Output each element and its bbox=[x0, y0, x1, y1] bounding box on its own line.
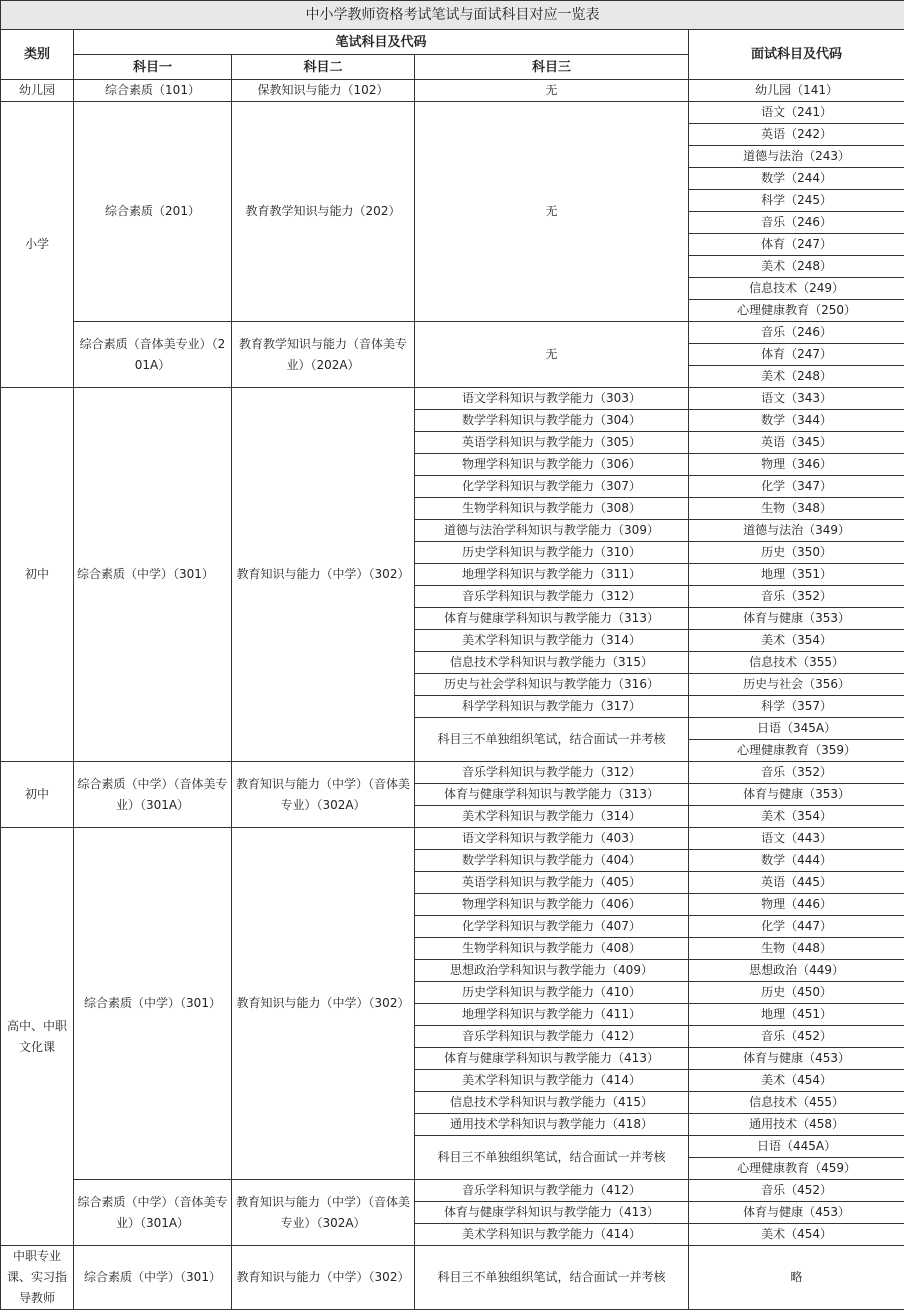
subject-2-cell: 教育知识与能力（中学）（302） bbox=[232, 1246, 415, 1310]
table-row bbox=[1, 102, 904, 124]
subject-3-cell: 音乐学科知识与教学能力（412） bbox=[415, 1180, 689, 1202]
interview-cell: 美术（248） bbox=[689, 366, 904, 388]
header-written: 笔试科目及代码 bbox=[74, 30, 689, 55]
subject-3-cell: 音乐学科知识与教学能力（412） bbox=[415, 1026, 689, 1048]
interview-cell: 道德与法治（349） bbox=[689, 520, 904, 542]
table-row bbox=[1, 828, 904, 850]
table-row bbox=[1, 1246, 904, 1310]
subject-1-cell: 综合素质（中学）（301） bbox=[74, 828, 232, 1180]
interview-cell: 生物（348） bbox=[689, 498, 904, 520]
subject-3-cell: 英语学科知识与教学能力（305） bbox=[415, 432, 689, 454]
header-subject-3: 科目三 bbox=[415, 55, 689, 80]
subject-3-cell: 无 bbox=[415, 80, 689, 102]
table-row bbox=[1, 1180, 904, 1202]
category-cell: 中职专业课、实习指导教师 bbox=[1, 1246, 74, 1310]
subject-3-cell: 物理学科知识与教学能力（406） bbox=[415, 894, 689, 916]
interview-cell: 历史（350） bbox=[689, 542, 904, 564]
interview-cell: 语文（343） bbox=[689, 388, 904, 410]
subject-3-cell: 英语学科知识与教学能力（405） bbox=[415, 872, 689, 894]
subject-3-cell: 语文学科知识与教学能力（403） bbox=[415, 828, 689, 850]
subject-3-cell: 体育与健康学科知识与教学能力（313） bbox=[415, 608, 689, 630]
interview-cell: 物理（446） bbox=[689, 894, 904, 916]
table-row bbox=[1, 388, 904, 410]
category-cell: 小学 bbox=[1, 102, 74, 388]
subject-3-cell: 生物学科知识与教学能力（408） bbox=[415, 938, 689, 960]
subject-1-cell: 综合素质（中学）（301） bbox=[74, 388, 232, 762]
interview-cell: 数学（444） bbox=[689, 850, 904, 872]
interview-cell: 体育与健康（353） bbox=[689, 608, 904, 630]
interview-cell: 音乐（246） bbox=[689, 322, 904, 344]
subject-3-cell: 道德与法治学科知识与教学能力（309） bbox=[415, 520, 689, 542]
interview-cell: 略 bbox=[689, 1246, 904, 1310]
interview-cell: 地理（351） bbox=[689, 564, 904, 586]
subject-3-cell: 美术学科知识与教学能力（414） bbox=[415, 1224, 689, 1246]
subject-2-cell: 教育知识与能力（中学）（音体美专业）（302A） bbox=[232, 762, 415, 828]
interview-cell: 体育（247） bbox=[689, 234, 904, 256]
table-row bbox=[1, 762, 904, 784]
interview-cell: 英语（242） bbox=[689, 124, 904, 146]
subject-3-cell: 物理学科知识与教学能力（306） bbox=[415, 454, 689, 476]
subject-3-cell: 思想政治学科知识与教学能力（409） bbox=[415, 960, 689, 982]
interview-cell: 语文（241） bbox=[689, 102, 904, 124]
header-category: 类别 bbox=[1, 30, 74, 80]
subject-3-cell: 科目三不单独组织笔试，结合面试一并考核 bbox=[415, 1136, 689, 1180]
interview-cell: 化学（447） bbox=[689, 916, 904, 938]
interview-cell: 科学（245） bbox=[689, 190, 904, 212]
subject-3-cell: 化学学科知识与教学能力（407） bbox=[415, 916, 689, 938]
header-interview: 面试科目及代码 bbox=[689, 30, 904, 80]
interview-cell: 历史与社会（356） bbox=[689, 674, 904, 696]
interview-cell: 数学（244） bbox=[689, 168, 904, 190]
subject-3-cell: 科目三不单独组织笔试，结合面试一并考核 bbox=[415, 1246, 689, 1310]
subject-3-cell: 信息技术学科知识与教学能力（315） bbox=[415, 652, 689, 674]
interview-cell: 历史（450） bbox=[689, 982, 904, 1004]
interview-cell: 英语（345） bbox=[689, 432, 904, 454]
subject-2-cell: 保教知识与能力（102） bbox=[232, 80, 415, 102]
subject-2-cell: 教育知识与能力（中学）（音体美专业）（302A） bbox=[232, 1180, 415, 1246]
interview-cell: 物理（346） bbox=[689, 454, 904, 476]
interview-cell: 美术（354） bbox=[689, 806, 904, 828]
subject-3-cell: 历史学科知识与教学能力（310） bbox=[415, 542, 689, 564]
subject-3-cell: 数学学科知识与教学能力（304） bbox=[415, 410, 689, 432]
subject-3-cell: 通用技术学科知识与教学能力（418） bbox=[415, 1114, 689, 1136]
interview-cell: 体育与健康（453） bbox=[689, 1048, 904, 1070]
interview-cell: 心理健康教育（250） bbox=[689, 300, 904, 322]
interview-cell: 信息技术（355） bbox=[689, 652, 904, 674]
subject-1-cell: 综合素质（中学）（301） bbox=[74, 1246, 232, 1310]
subject-3-cell: 无 bbox=[415, 102, 689, 322]
subject-3-cell: 科学学科知识与教学能力（317） bbox=[415, 696, 689, 718]
subject-3-cell: 音乐学科知识与教学能力（312） bbox=[415, 586, 689, 608]
subject-3-cell: 美术学科知识与教学能力（314） bbox=[415, 806, 689, 828]
subject-1-cell: 综合素质（中学）（音体美专业）（301A） bbox=[74, 1180, 232, 1246]
subject-3-cell: 信息技术学科知识与教学能力（415） bbox=[415, 1092, 689, 1114]
subject-1-cell: 综合素质（101） bbox=[74, 80, 232, 102]
interview-cell: 化学（347） bbox=[689, 476, 904, 498]
subject-2-cell: 教育教学知识与能力（202） bbox=[232, 102, 415, 322]
subject-2-cell: 教育知识与能力（中学）（302） bbox=[232, 388, 415, 762]
category-cell: 高中、中职文化课 bbox=[1, 828, 74, 1246]
interview-cell: 体育（247） bbox=[689, 344, 904, 366]
interview-cell: 体育与健康（353） bbox=[689, 784, 904, 806]
subject-3-cell: 科目三不单独组织笔试，结合面试一并考核 bbox=[415, 718, 689, 762]
interview-cell: 音乐（452） bbox=[689, 1180, 904, 1202]
subject-1-cell: 综合素质（中学）（音体美专业）（301A） bbox=[74, 762, 232, 828]
category-cell: 初中 bbox=[1, 388, 74, 762]
subject-3-cell: 地理学科知识与教学能力（311） bbox=[415, 564, 689, 586]
subject-3-cell: 体育与健康学科知识与教学能力（413） bbox=[415, 1202, 689, 1224]
subject-3-cell: 美术学科知识与教学能力（414） bbox=[415, 1070, 689, 1092]
subject-3-cell: 体育与健康学科知识与教学能力（413） bbox=[415, 1048, 689, 1070]
interview-cell: 心理健康教育（359） bbox=[689, 740, 904, 762]
header-subject-1: 科目一 bbox=[74, 55, 232, 80]
interview-cell: 道德与法治（243） bbox=[689, 146, 904, 168]
header-subject-2: 科目二 bbox=[232, 55, 415, 80]
subject-3-cell: 数学学科知识与教学能力（404） bbox=[415, 850, 689, 872]
category-cell: 初中 bbox=[1, 762, 74, 828]
subject-2-cell: 教育知识与能力（中学）（302） bbox=[232, 828, 415, 1180]
subject-3-cell: 化学学科知识与教学能力（307） bbox=[415, 476, 689, 498]
table-title: 中小学教师资格考试笔试与面试科目对应一览表 bbox=[1, 1, 904, 30]
subject-3-cell: 无 bbox=[415, 322, 689, 388]
interview-cell: 音乐（452） bbox=[689, 1026, 904, 1048]
interview-cell: 思想政治（449） bbox=[689, 960, 904, 982]
interview-cell: 音乐（246） bbox=[689, 212, 904, 234]
interview-cell: 美术（454） bbox=[689, 1070, 904, 1092]
interview-cell: 地理（451） bbox=[689, 1004, 904, 1026]
interview-cell: 音乐（352） bbox=[689, 586, 904, 608]
subject-3-cell: 历史学科知识与教学能力（410） bbox=[415, 982, 689, 1004]
table-row bbox=[1, 80, 904, 102]
interview-cell: 音乐（352） bbox=[689, 762, 904, 784]
interview-cell: 体育与健康（453） bbox=[689, 1202, 904, 1224]
subject-3-cell: 生物学科知识与教学能力（308） bbox=[415, 498, 689, 520]
interview-cell: 数学（344） bbox=[689, 410, 904, 432]
interview-cell: 生物（448） bbox=[689, 938, 904, 960]
subject-3-cell: 体育与健康学科知识与教学能力（313） bbox=[415, 784, 689, 806]
interview-cell: 信息技术（249） bbox=[689, 278, 904, 300]
interview-cell: 日语（445A） bbox=[689, 1136, 904, 1158]
subject-1-cell: 综合素质（201） bbox=[74, 102, 232, 322]
subject-2-cell: 教育教学知识与能力（音体美专业）（202A） bbox=[232, 322, 415, 388]
subject-3-cell: 语文学科知识与教学能力（303） bbox=[415, 388, 689, 410]
interview-cell: 美术（354） bbox=[689, 630, 904, 652]
interview-cell: 通用技术（458） bbox=[689, 1114, 904, 1136]
interview-cell: 美术（248） bbox=[689, 256, 904, 278]
interview-cell: 英语（445） bbox=[689, 872, 904, 894]
interview-cell: 幼儿园（141） bbox=[689, 80, 904, 102]
table-row bbox=[1, 322, 904, 344]
interview-cell: 日语（345A） bbox=[689, 718, 904, 740]
subject-1-cell: 综合素质（音体美专业）（201A） bbox=[74, 322, 232, 388]
interview-cell: 美术（454） bbox=[689, 1224, 904, 1246]
subject-3-cell: 地理学科知识与教学能力（411） bbox=[415, 1004, 689, 1026]
interview-cell: 心理健康教育（459） bbox=[689, 1158, 904, 1180]
interview-cell: 语文（443） bbox=[689, 828, 904, 850]
category-cell: 幼儿园 bbox=[1, 80, 74, 102]
subject-3-cell: 美术学科知识与教学能力（314） bbox=[415, 630, 689, 652]
interview-cell: 信息技术（455） bbox=[689, 1092, 904, 1114]
interview-cell: 科学（357） bbox=[689, 696, 904, 718]
subject-3-cell: 历史与社会学科知识与教学能力（316） bbox=[415, 674, 689, 696]
subject-3-cell: 音乐学科知识与教学能力（312） bbox=[415, 762, 689, 784]
